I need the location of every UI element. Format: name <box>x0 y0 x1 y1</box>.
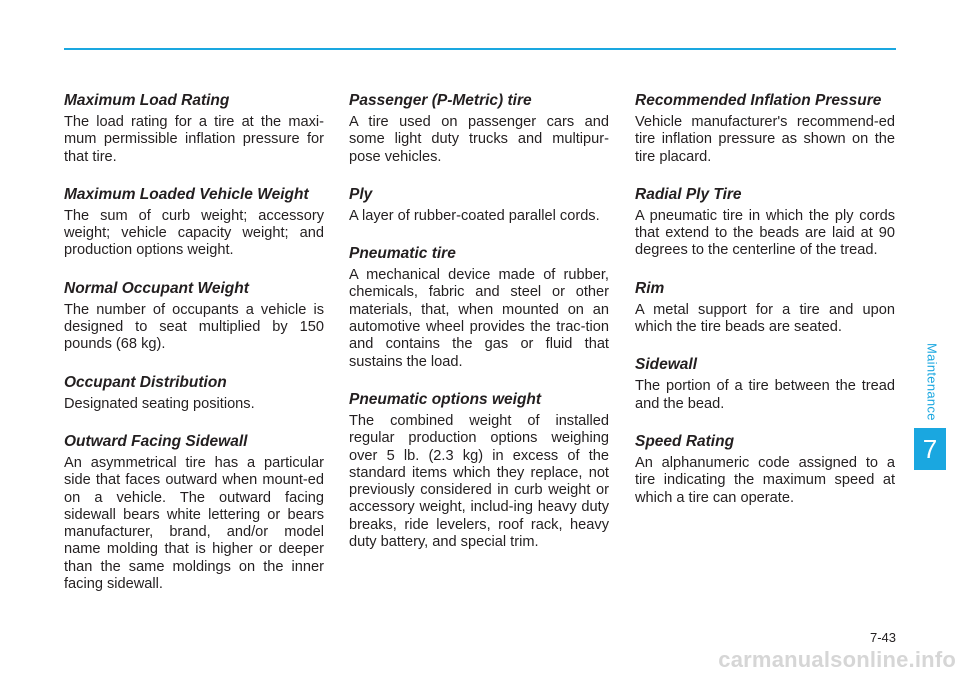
glossary-definition: The portion of a tire between the tread and the bead. <box>635 378 895 412</box>
glossary-entry <box>64 280 324 354</box>
glossary-entry <box>635 433 895 507</box>
glossary-entry <box>349 186 609 225</box>
glossary-column-3 <box>635 92 895 527</box>
glossary-term: Passenger (P-Metric) tire <box>349 92 532 109</box>
glossary-entry <box>64 186 324 260</box>
glossary-definition: The combined weight of installed regular production options weighing over 5 lb. (2.3 kg) in excess of the standard items which they replace, not previously considered in curb weight or accessory weight, includ-ing heavy duty breaks, ride levelers, roof rack, heavy duty battery, and special trim. <box>349 412 609 551</box>
glossary-entry <box>635 186 895 260</box>
glossary-term: Speed Rating <box>635 432 735 450</box>
glossary-term: Pneumatic options weight <box>349 390 542 408</box>
glossary-definition: The number of occupants a vehicle is designed to seat multiplied by 150 pounds (68 kg). <box>64 301 324 353</box>
glossary-definition: A tire used on passenger cars and some light duty trucks and multipur-pose vehicles. <box>349 114 609 165</box>
glossary-entry <box>64 374 324 413</box>
glossary-definition: A layer of rubber-coated parallel cords. <box>349 207 600 224</box>
glossary-term: Ply <box>349 185 373 203</box>
glossary-term: Maximum Loaded Vehicle Weight <box>64 185 309 203</box>
glossary-definition: A mechanical device made of rubber, chemicals, fabric and steel or other materials, that, when mounted on an automotive wheel provides the trac-tion and contains the gas or fluid that sustains the load. <box>349 267 609 370</box>
section-label: Maintenance <box>924 343 940 421</box>
glossary-definition: Designated seating positions. <box>64 395 255 412</box>
page-number: 7-43 <box>869 630 896 645</box>
glossary-column-2 <box>349 92 609 571</box>
glossary-term: Radial Ply Tire <box>635 185 742 203</box>
glossary-term: Maximum Load Rating <box>64 92 230 109</box>
glossary-term: Outward Facing Sidewall <box>64 432 248 450</box>
chapter-tab[interactable]: 7 <box>914 428 946 470</box>
glossary-entry <box>635 356 895 413</box>
glossary-definition: An asymmetrical tire has a particular side that faces outward when mount-ed on a vehicle. The outward facing sidewall bears white lettering or bears manufacturer, brand, and/or model name molding that is higher or deeper than the same moldings on the inner facing sidewall. <box>64 454 324 593</box>
glossary-term: Occupant Distribution <box>64 373 227 391</box>
glossary-definition: A metal support for a tire and upon which the tire beads are seated. <box>635 301 895 336</box>
glossary-term: Recommended Inflation Pressure <box>635 92 882 109</box>
glossary-entry <box>349 391 609 551</box>
glossary-entry <box>349 92 609 166</box>
watermark: carmanualsonline.info <box>718 647 956 672</box>
glossary-entry <box>349 245 609 371</box>
glossary-definition: An alphanumeric code assigned to a tire indicating the maximum speed at which a tire can operate. <box>635 454 895 506</box>
glossary-definition: Vehicle manufacturer's recommend-ed tire inflation pressure as shown on the tire placard. <box>635 114 895 165</box>
glossary-entry <box>635 92 895 166</box>
glossary-term: Normal Occupant Weight <box>64 279 249 297</box>
glossary-entry <box>64 92 324 166</box>
glossary-term: Rim <box>635 279 665 297</box>
header-rule <box>64 48 896 50</box>
glossary-definition: The sum of curb weight; accessory weight; vehicle capacity weight; and production options weight. <box>64 207 324 259</box>
glossary-term: Pneumatic tire <box>349 245 456 263</box>
glossary-term: Sidewall <box>635 356 698 374</box>
glossary-definition: A pneumatic tire in which the ply cords that extend to the beads are laid at 90 degrees to the centerline of the tread. <box>635 207 895 259</box>
glossary-entry <box>635 280 895 337</box>
glossary-entry <box>64 433 324 593</box>
glossary-definition: The load rating for a tire at the maxi-mum permissible inflation pressure for that tire. <box>64 114 324 165</box>
glossary-column-1 <box>64 92 324 613</box>
